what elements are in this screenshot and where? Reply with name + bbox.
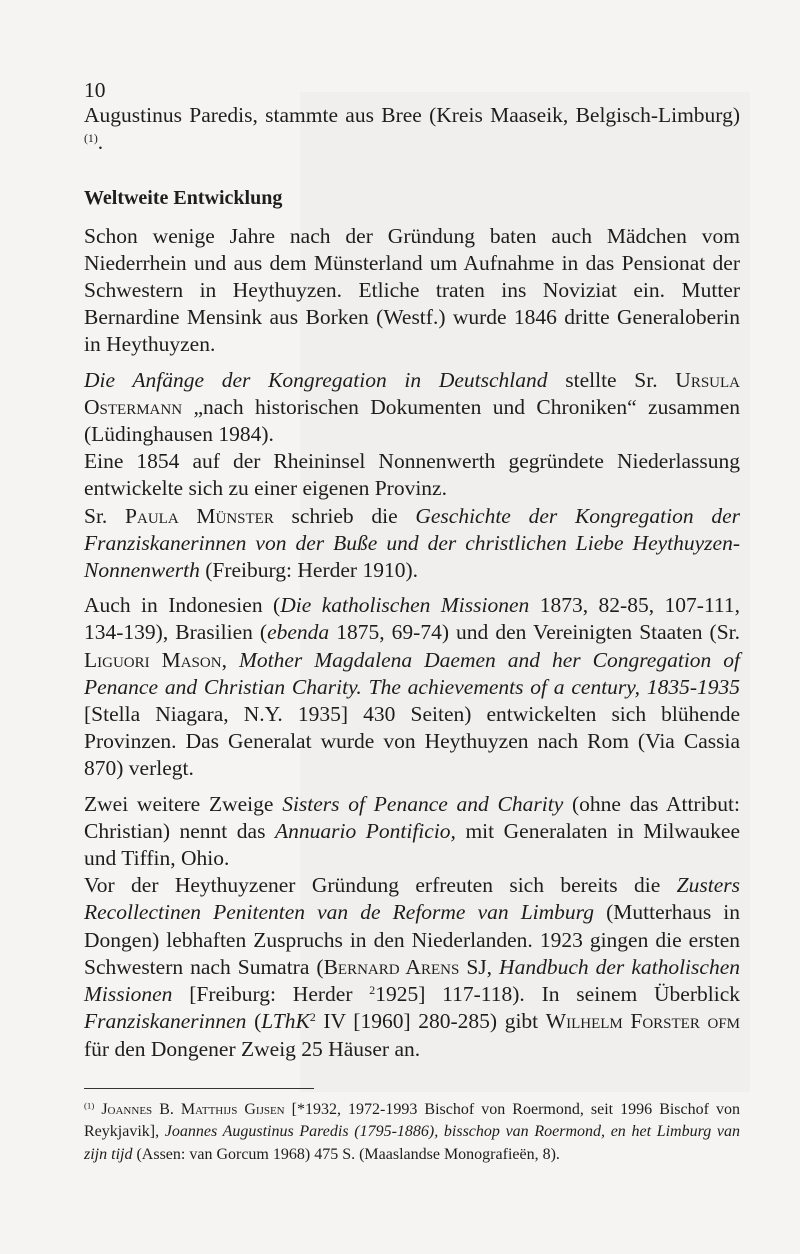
paragraph-3: Eine 1854 auf der Rheininsel Nonnenwerth gegründete Niederlassung entwickelte sich zu einer eigenen Provinz. xyxy=(84,449,740,501)
footnote-reference: (1) xyxy=(84,131,98,146)
paragraph-7: Vor der Heythuyzener Gründung erfreuten sich bereits die Zusters Recollectinen Penitenten van de Reforme van Limburg (Mutterhaus in Dongen) lebhaften Zuspruchs in den Niederlanden. 1923 gingen die ersten Schwestern nach Sumatra (Bernard Arens SJ, Handbuch der katholischen Missionen [Freiburg: Herder $^2$1925] 117-118). In seinem Überblick Franziskanerinnen (LThK$^2$ IV [1960] 280-285) gibt Wilhelm Forster ofm für den Dongener Zweig 25 Häuser an. xyxy=(84,873,741,1061)
footnote: $^{(1)}$ Joannes B. Matthijs Gijsen [*1932, 1972-1993 Bischof von Roermond, seit 1996 Bischof von Reykjavik], Joannes Augustinus Paredis (1795-1886), bisschop van Roermond, en het Limburg van zijn tijd (Assen: van Gorcum 1968) 475 S. (Maaslandse Monografieën, 8). xyxy=(84,1100,741,1163)
paragraph-5: Auch in Indonesien (Die katholischen Missionen 1873, 82-85, 107-111, 134-139), Brasilien (ebenda 1875, 69-74) und den Vereinigten Staaten (Sr. Liguori Mason, Mother Magdalena Daemen and her Congregation of Penance and Christian Charity. The achievements of a century, 1835-1935 [Stella Niagara, N.Y. 1935] 430 Seiten) entwickelten sich blühende Provinzen. Das Generalat wurde von Heythuyzen nach Rom (Via Cassia 870) verlegt. xyxy=(84,593,741,781)
footnote-mark: (1) xyxy=(84,1100,95,1111)
page-number: 10 xyxy=(84,78,106,102)
section-heading: Weltweite Entwicklung xyxy=(84,187,283,210)
paragraph-6: Zwei weitere Zweige Sisters of Penance and Charity (ohne das Attribut: Christian) nennt das Annuario Pontificio, mit Generalaten in Milwaukee und Tiffin, Ohio. xyxy=(84,791,741,871)
footnote-divider xyxy=(84,1088,314,1089)
page-content xyxy=(84,78,740,1166)
intro-paragraph: Augustinus Paredis, stammte aus Bree (Kreis Maaseik, Belgisch-Limburg) $^{(1)}$. xyxy=(84,103,740,155)
paragraph-4: Sr. Paula Münster schrieb die Geschichte der Kongregation der Franziskanerinnen von der Buße und der christlichen Liebe Heythuyzen-Nonnenwerth (Freiburg: Herder 1910). xyxy=(84,503,740,583)
paragraph-1: Schon wenige Jahre nach der Gründung baten auch Mädchen vom Niederrhein und aus dem Münsterland um Aufnahme in das Pensionat der Schwestern in Heythuyzen. Etliche traten ins Noviziat ein. Mutter Bernardine Mensink aus Borken (Westf.) wurde 1846 dritte Generaloberin in Heythuyzen. xyxy=(84,223,740,357)
paragraph-2: Die Anfänge der Kongregation in Deutschland stellte Sr. Ursula Ostermann „nach historischen Dokumenten und Chroniken“ zusammen (Lüdinghausen 1984). xyxy=(84,367,740,447)
